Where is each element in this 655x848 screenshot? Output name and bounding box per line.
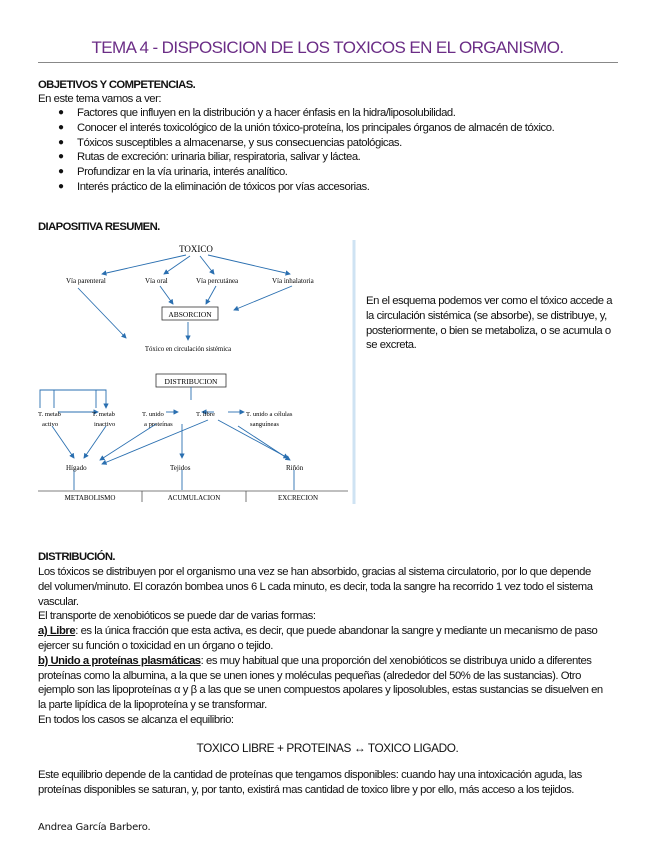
unido-paragraph: b) Unido a proteínas plasmáticas: es muy habitual que una proporción del xenobióticos se distribuya unido a diferentes bbox=[38, 654, 592, 667]
bullet-icon: ● bbox=[58, 166, 64, 178]
diagram-distribucion: DISTRIBUCION bbox=[164, 377, 218, 386]
disposition-diagram bbox=[38, 238, 356, 506]
diagram-t-libre: T. libre bbox=[196, 411, 215, 418]
distribucion-heading: DISTRIBUCIÓN. bbox=[38, 551, 115, 563]
list-item: ● Profundizar en la vía urinaria, interés analítico. bbox=[58, 166, 288, 179]
libre-paragraph: a) Libre: es la única fracción que esta activa, es decir, que puede abandonar la sangre y mediante un mecanismo de paso bbox=[38, 625, 598, 638]
unido-label: b) Unido a proteínas plasmáticas bbox=[38, 654, 201, 667]
bullet-icon: ● bbox=[58, 121, 64, 133]
diagram-metabolismo: METABOLISMO bbox=[64, 494, 116, 502]
diagram-higado: Hígado bbox=[66, 464, 87, 472]
diagram-absorcion: ABSORCION bbox=[168, 310, 212, 319]
distribution-arrows bbox=[40, 387, 294, 490]
bullet-icon: ● bbox=[58, 180, 64, 192]
absorption-arrows bbox=[78, 255, 292, 340]
list-item: ● Interés práctico de la eliminación de tóxicos por vías accesorias. bbox=[58, 180, 370, 193]
diagram-t-metab-inactivo-2: inactivo bbox=[94, 421, 116, 428]
diagram-via-parenteral: Vía parenteral bbox=[66, 277, 106, 285]
objetivos-heading: OBJETIVOS Y COMPETENCIAS. bbox=[38, 79, 196, 91]
equilibrium-equation: TOXICO LIBRE + PROTEINAS ↔ TOXICO LIGADO. bbox=[196, 741, 459, 755]
libre-label: a) Libre bbox=[38, 625, 76, 638]
diagram-t-unido-1: T. unido bbox=[142, 411, 164, 418]
diagram-excrecion: EXCRECION bbox=[277, 494, 319, 502]
diagram-acumulacion: ACUMULACION bbox=[167, 494, 221, 502]
page-title: TEMA 4 - DISPOSICION DE LOS TOXICOS EN EL ORGANISMO. bbox=[91, 38, 564, 57]
bullet-icon: ● bbox=[58, 151, 64, 163]
diagram-via-percutanea: Vía percutánea bbox=[196, 277, 239, 285]
list-item: ● Conocer el interés toxicológico de la unión tóxico-proteína, los principales órganos de almacén de tóxico. bbox=[58, 121, 555, 134]
objetivos-list bbox=[38, 106, 554, 195]
diagram-toxico-circulacion: Tóxico en circulación sistémica bbox=[144, 346, 232, 353]
diagram-tejidos: Tejidos bbox=[170, 464, 191, 472]
distribucion-final: Este equilibrio depende de la cantidad de proteínas que tengamos disponibles: cuando hay una intoxicación aguda, las proteínas disponibles se saturan, y, por tanto, existirá mas cantidad de toxico libre y por ello, más acceso a los tejidos. bbox=[38, 769, 582, 796]
objetivos-intro: En este tema vamos a ver: bbox=[38, 93, 162, 105]
diapositiva-caption: En el esquema podemos ver como el tóxico accede a la circulación sistémica (se absorbe), se distribuye, y, posteriormente, o bien se metaboliza, o se acumula o se excreta. bbox=[366, 295, 613, 352]
title-divider bbox=[38, 62, 618, 63]
diagram-t-metab-activo-1: T. metab bbox=[38, 411, 61, 418]
diagram-via-oral: Vía oral bbox=[145, 277, 168, 285]
diagram-t-unido-celulas-1: T. unido a células bbox=[246, 411, 293, 418]
diagram-rinon: Riñón bbox=[286, 464, 304, 472]
diagram-t-metab-inactivo-1: T. metab bbox=[92, 411, 115, 418]
bullet-icon: ● bbox=[58, 107, 64, 118]
diagram-t-metab-activo-2: activo bbox=[42, 421, 59, 428]
list-item: ● Factores que influyen en la distribución y a hacer énfasis en la hidra/liposolubilidad. bbox=[58, 107, 456, 119]
diagram-via-inhalatoria: Vía inhalatoria bbox=[272, 277, 314, 285]
list-item: ● Rutas de excreción: urinaria biliar, respiratoria, salivar y láctea. bbox=[58, 151, 361, 164]
diagram-t-unido-2: a proteínas bbox=[144, 421, 173, 428]
diagram-toxico: TOXICO bbox=[179, 244, 213, 254]
bullet-icon: ● bbox=[58, 136, 64, 148]
diapositiva-heading: DIAPOSITIVA RESUMEN. bbox=[38, 221, 160, 233]
author-footer: Andrea García Barbero. bbox=[38, 822, 151, 833]
list-item: ● Tóxicos susceptibles a almacenarse, y sus consecuencias patológicas. bbox=[58, 136, 402, 149]
diagram-t-unido-celulas-2: sanguíneas bbox=[250, 421, 279, 428]
distribucion-body: Los tóxicos se distribuyen por el organismo una vez se han absorbido, gracias al sistema circulatorio, por lo que depende del volumen/minuto. El corazón bombea unos 6 L cada minuto, es decir, toda la sangre ha recorrido 1 vez todo el sistema vascular. El transporte de xenobióticos se puede dar de varias formas: a) Libre: es la única fracción que esta activa, es decir, que puede abandonar la sangre y mediante un mecanismo de paso ejercer su función o toxicidad en un órgano o tejido. b) Unido a proteínas plasmáticas: es muy habitual que una proporción del xenobióticos se distribuya unido a diferentes proteínas como la albumina, a la que se unen iones y moléculas pequeñas (alrededor del 50% de las sustancias). Otro ejemplo son las lipoproteínas α y β a las que se unen compuestos apolares y liposolubles, estas sustancias se disuelven en la parte lipídica de la lipoproteína y se transformar. En todos los casos se alcanza el equilibrio: bbox=[38, 566, 603, 726]
